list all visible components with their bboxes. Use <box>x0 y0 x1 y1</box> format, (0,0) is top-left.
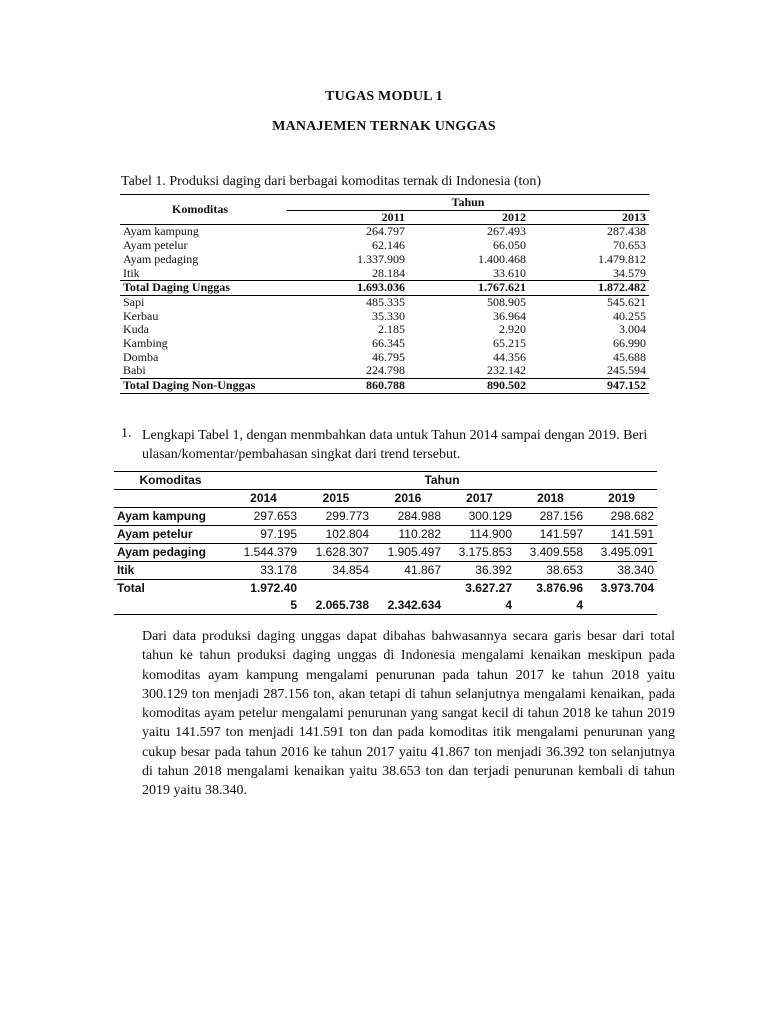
table2-cell: 1.628.307 <box>300 544 372 562</box>
table2-total-cell: 3.973.704 <box>600 581 655 595</box>
table2-cell: 114.900 <box>444 526 515 544</box>
table1-cell: 545.621 <box>607 294 647 309</box>
table1-row-label: Ayam pedaging <box>123 251 199 266</box>
table2-total-cell: 5 <box>227 597 300 615</box>
table2-cell: 34.854 <box>300 562 372 580</box>
table2-cell: 298.682 <box>586 508 657 526</box>
table1-row-label: Ayam kampung <box>123 224 199 239</box>
table2-total-cell <box>300 580 372 598</box>
document-subtitle: MANAJEMEN TERNAK UNGGAS <box>272 119 496 134</box>
table1-row <box>120 239 649 253</box>
table2-header-komoditas: Komoditas <box>114 472 227 490</box>
table2-row <box>114 544 657 562</box>
table1-total-cell: 947.152 <box>529 379 649 394</box>
table1-row-label: Kambing <box>123 336 168 351</box>
table2-cell: 3.495.091 <box>586 544 657 562</box>
table1-cell: 1.479.812 <box>598 251 647 266</box>
question-number: 1. <box>121 426 132 441</box>
table2-year-header: 2016 <box>372 490 444 508</box>
table1-cell: 66.990 <box>613 336 647 351</box>
table1-row <box>120 295 649 309</box>
table1-row-label: Kuda <box>123 322 149 337</box>
table1-cell: 45.688 <box>613 349 647 364</box>
table1-cell: 267.493 <box>487 224 526 239</box>
table1-cell: 62.146 <box>372 238 405 253</box>
table2-total-cell: 3.876.96 <box>536 581 583 595</box>
table2-cell: 3.175.853 <box>444 544 515 562</box>
table2-row <box>114 508 657 526</box>
table1-total-label: Total Daging Unggas <box>120 281 287 296</box>
table2-row <box>114 562 657 580</box>
table1-row-label: Ayam petelur <box>123 238 188 253</box>
table2-cell: 300.129 <box>444 508 515 526</box>
table2-row-label: Ayam pedaging <box>114 544 227 562</box>
table1-total-label: Total Daging Non-Unggas <box>120 379 287 394</box>
table1-cell: 36.964 <box>493 308 526 323</box>
table2-total-cell: 2.342.634 <box>372 597 444 615</box>
table2-total-row-continued <box>114 597 657 615</box>
table1-cell: 34.579 <box>613 265 647 280</box>
table1-cell: 46.795 <box>372 349 405 364</box>
table2-cell: 1.544.379 <box>227 544 300 562</box>
table2-cell: 3.409.558 <box>515 544 586 562</box>
table1-total-row <box>120 281 649 296</box>
table1-cell: 2.920 <box>499 322 526 337</box>
table2-cell: 299.773 <box>300 508 372 526</box>
table1-cell: 3.004 <box>619 322 647 337</box>
table1-cell: 264.797 <box>366 224 405 239</box>
table2-cell: 38.653 <box>515 562 586 580</box>
table2-total-cell <box>372 580 444 598</box>
table2-empty-cell <box>114 490 227 508</box>
table2-empty-cell <box>114 597 227 615</box>
table2-total-row <box>114 580 657 598</box>
table2-cell: 36.392 <box>444 562 515 580</box>
table1-row-label: Sapi <box>123 294 145 309</box>
table1-cell: 70.653 <box>613 238 647 253</box>
table1-row <box>120 225 649 239</box>
table1-cell: 28.184 <box>372 265 405 280</box>
table1-row <box>120 337 649 351</box>
table2-cell: 97.195 <box>227 526 300 544</box>
table1-row <box>120 310 649 324</box>
table2-cell: 110.282 <box>372 526 444 544</box>
table2-cell: 284.988 <box>372 508 444 526</box>
table1-row-label: Itik <box>123 265 140 280</box>
table1-cell: 1.400.468 <box>478 251 526 266</box>
table1-cell: 65.215 <box>493 336 526 351</box>
table1-cell: 35.330 <box>372 308 405 323</box>
table2-cell: 33.178 <box>227 562 300 580</box>
table1-cell: 287.438 <box>607 224 647 239</box>
table2-total-cell: 1.972.40 <box>250 581 297 595</box>
table2-row-label: Ayam petelur <box>114 526 227 544</box>
table2-cell: 297.653 <box>227 508 300 526</box>
table1-row-label: Domba <box>123 349 159 364</box>
table1-cell: 40.255 <box>613 308 647 323</box>
table1-cell: 245.594 <box>607 363 647 378</box>
table2-cell: 41.867 <box>372 562 444 580</box>
table1-cell: 508.905 <box>487 294 526 309</box>
table1-header-tahun: Tahun <box>287 195 649 211</box>
table2-total-cell: 2.065.738 <box>300 597 372 615</box>
table2-row <box>114 526 657 544</box>
table1-cell: 232.142 <box>487 363 526 378</box>
document-title: TUGAS MODUL 1 <box>325 89 443 104</box>
table2-row-label: Itik <box>114 562 227 580</box>
table1-row <box>120 267 649 281</box>
table1-row <box>120 351 649 365</box>
table2-cell: 141.591 <box>586 526 657 544</box>
question-text: Lengkapi Tabel 1, dengan menmbahkan data untuk Tahun 2014 sampai dengan 2019. Beri ulasan/komentar/pembahasan singkat dari trend tersebut. <box>142 428 648 462</box>
table1-total-cell: 890.502 <box>408 379 529 394</box>
table2-cell: 287.156 <box>515 508 586 526</box>
table1-year-header: 2012 <box>408 210 529 225</box>
table1-row-label: Babi <box>123 363 146 378</box>
table1-row <box>120 364 649 378</box>
table2-year-header: 2014 <box>227 490 300 508</box>
table2-cell: 38.340 <box>586 562 657 580</box>
table1-total-cell: 1.872.482 <box>529 281 649 296</box>
table1 <box>120 194 649 394</box>
table2-total-cell: 3.627.27 <box>465 581 512 595</box>
table1-total-cell: 860.788 <box>287 379 408 394</box>
table2-year-header: 2019 <box>586 490 657 508</box>
table1-cell: 224.798 <box>366 363 405 378</box>
table1-row-label: Kerbau <box>123 308 159 323</box>
table1-cell: 485.335 <box>366 294 405 309</box>
table2-cell: 1.905.497 <box>372 544 444 562</box>
table2-total-label: Total <box>117 581 145 595</box>
table1-total-cell: 1.767.621 <box>408 281 529 296</box>
table1-row <box>120 253 649 267</box>
table1-cell: 1.337.909 <box>357 251 405 266</box>
table2-year-header: 2017 <box>444 490 515 508</box>
table2-total-cell: 4 <box>444 597 515 615</box>
table2-header-tahun: Tahun <box>227 472 657 490</box>
table2-year-header: 2018 <box>515 490 586 508</box>
table1-cell: 2.185 <box>378 322 405 337</box>
table1-header-komoditas: Komoditas <box>120 195 287 225</box>
table1-cell: 33.610 <box>493 265 526 280</box>
table1-cell: 44.356 <box>493 349 526 364</box>
table2 <box>114 471 657 615</box>
table1-total-row <box>120 379 649 394</box>
discussion-paragraph: Dari data produksi daging unggas dapat dibahas bahwasannya secara garis besar dari total tahun ke tahun produksi daging unggas di Indonesia mengalami kenaikan meskipun pada komoditas ayam kampung mengalami penurunan pada tahun 2017 ke tahun 2018 yaitu 300.129 ton menjadi 287.156 ton, akan tetapi di tahun selanjutnya mengalami kenaikan, pada komoditas ayam petelur mengalami penurunan yang sangat kecil di tahun 2018 ke tahun 2019 yaitu 141.597 ton menjadi 141.591 ton dan pada komoditas itik mengalami penurunan yang cukup besar pada tahun 2016 ke tahun 2017 yaitu 41.867 ton menjadi 36.392 ton selanjutnya di tahun 2018 mengalami kenaikan yaitu 38.653 ton dan terjadi penurunan kembali di tahun 2019 yaitu 38.340. <box>142 629 675 799</box>
table1-total-cell: 1.693.036 <box>287 281 408 296</box>
table1-cell: 66.345 <box>372 336 405 351</box>
table1-cell: 66.050 <box>493 238 526 253</box>
table1-year-header: 2013 <box>529 210 649 225</box>
table2-cell: 102.804 <box>300 526 372 544</box>
table2-year-header: 2015 <box>300 490 372 508</box>
table1-row <box>120 323 649 337</box>
table1-caption: Tabel 1. Produksi daging dari berbagai komoditas ternak di Indonesia (ton) <box>121 174 542 189</box>
table2-cell: 141.597 <box>515 526 586 544</box>
table1-year-header: 2011 <box>287 210 408 225</box>
table2-total-cell: 4 <box>515 597 586 615</box>
table2-total-cell <box>586 597 657 615</box>
table2-row-label: Ayam kampung <box>114 508 227 526</box>
